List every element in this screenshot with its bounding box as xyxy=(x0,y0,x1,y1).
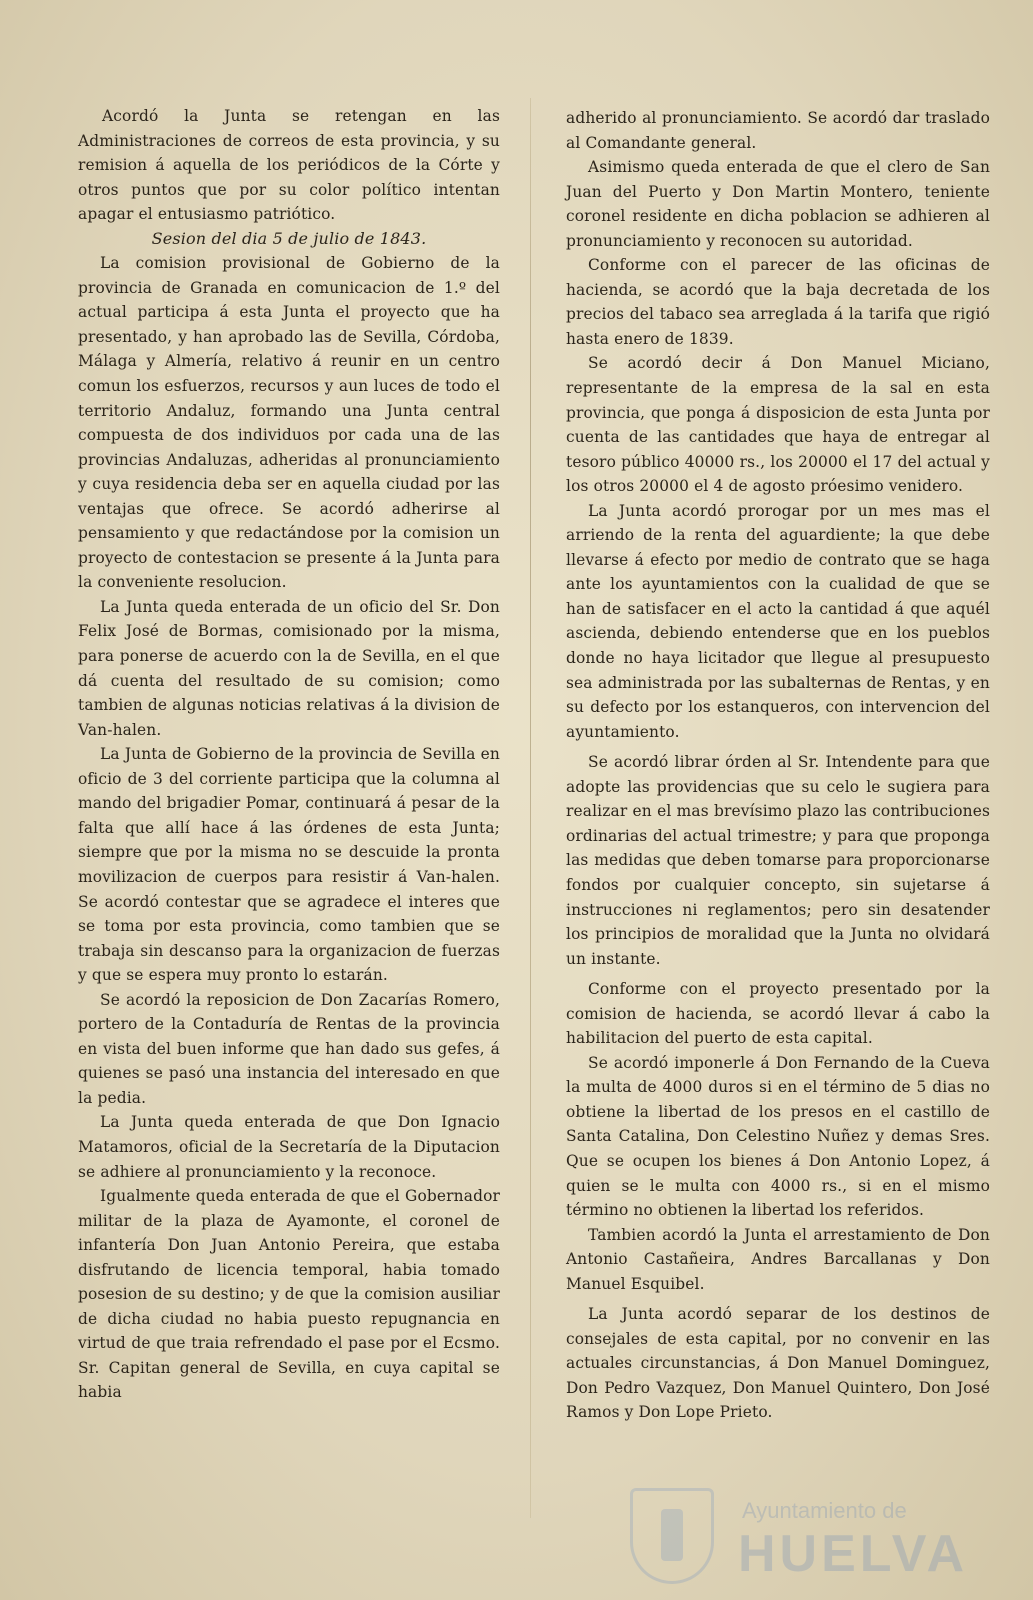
paragraph: Tambien acordó la Junta el arrestamiento de Don Antonio Castañeira, Andres Barcallanas y Don Manuel Esquibel. xyxy=(566,1225,990,1293)
paragraph: Se acordó la reposicion de Don Zacarías Romero, portero de la Contaduría de Rentas de la provincia en vista del buen informe que han dado sus gefes, á quienes se pasó una instancia del interesado en que la pedia. xyxy=(78,990,500,1107)
paragraph: La Junta de Gobierno de la provincia de Sevilla en oficio de 3 del corriente participa que la columna al mando del brigadier Pomar, continuará á pesar de la falta que allí hace á las órdenes de esta Junta; siempre que por la misma no se descuide la pronta movilizacion de cuerpos para resistir á Van-halen. Se acordó contestar que se agradece el interes que se toma por esta provincia, como tambien que se trabaja sin descanso para la organizacion de fuerzas y que se espera muy pronto lo estarán. xyxy=(78,745,500,985)
session-heading: Sesion del dia 5 de julio de 1843. xyxy=(151,228,427,248)
paragraph: Acordó la Junta se retengan en las Administraciones de correos de esta provincia, y su remision á aquella de los periódicos de la Córte y otros puntos que por su color político intentan apagar el entusiasmo patriótico. xyxy=(78,107,500,224)
paragraph: Asimismo queda enterada de que el clero de San Juan del Puerto y Don Martin Montero, teniente coronel residente en dicha poblacion se adhieren al pronunciamiento y reconocen su autoridad. xyxy=(566,158,990,250)
paragraph: La comision provisional de Gobierno de la provincia de Granada en comunicacion de 1.º del actual participa á esta Junta el proyecto que ha presentado, y han aprobado las de Sevilla, Córdoba, Málaga y Almería, relativo á reunir en un centro comun los esfuerzos, recursos y aun luces de todo el territorio Andaluz, formando una Junta central compuesta de dos individuos por cada una de las provincias Andaluzas, adheridas al pronunciamiento y cuya residencia deba ser en aquella ciudad por las ventajas que ofrece. Se acordó adherirse al pensamiento y que redactándose por la comision un proyecto de contestacion se presente á la Junta para la conveniente resolucion. xyxy=(78,254,500,592)
column-divider xyxy=(530,98,531,1518)
paragraph: Se acordó decir á Don Manuel Miciano, representante de la empresa de la sal en esta provincia, que ponga á disposicion de esta Junta por cuenta de las cantidades que haya de entregar al tesoro público 40000 rs., los 20000 el 17 del actual y los otros 20000 el 4 de agosto próesimo venidero. xyxy=(566,354,990,496)
paragraph: La Junta queda enterada de que Don Ignacio Matamoros, oficial de la Secretaría de la Diputacion se adhiere al pronunciamiento y la reconoce. xyxy=(78,1113,500,1181)
paragraph: La Junta acordó prorogar por un mes mas el arriendo de la renta del aguardiente; la que debe llevarse á efecto por medio de contrato que se haga ante los ayuntamientos con la cualidad de que se han de satisfacer en el acto la cantidad á que aquél ascienda, debiendo entenderse que en los pueblos donde no haya licitador que llegue al presupuesto sea administrada por las subalternas de Rentas, y en su defecto por los estanqueros, con intervencion del ayuntamiento. xyxy=(566,501,990,741)
watermark-line1: Ayuntamiento de xyxy=(742,1498,907,1523)
paragraph: La Junta queda enterada de un oficio del Sr. Don Felix José de Bormas, comisionado por la misma, para ponerse de acuerdo con la de Sevilla, en el que dá cuenta del resultado de su comision; como tambien de algunas noticias relativas á la division de Van-halen. xyxy=(78,597,500,739)
left-column xyxy=(78,104,500,1405)
watermark-line2: HUELVA xyxy=(738,1525,969,1583)
watermark xyxy=(630,1488,970,1588)
paragraph: Igualmente queda enterada de que el Gobernador militar de la plaza de Ayamonte, el coronel de infantería Don Juan Antonio Pereira, que estaba disfrutando de licencia temporal, habia tomado posesion de su destino; y de que la comision ausiliar de dicha ciudad no habia puesto repugnancia en virtud de que traia refrendado el pase por el Ecsmo. Sr. Capitan general de Sevilla, en cuya capital se habia xyxy=(78,1187,500,1402)
paragraph: Conforme con el parecer de las oficinas de hacienda, se acordó que la baja decretada de los precios del tabaco sea arreglada á la tarifa que rigió hasta enero de 1839. xyxy=(566,256,990,348)
paragraph: Se acordó imponerle á Don Fernando de la Cueva la multa de 4000 duros si en el término de 5 dias no obtiene la libertad de los presos en el castillo de Santa Catalina, Don Celestino Nuñez y demas Sres. Que se ocupen los bienes á Don Antonio Lopez, á quien se le multa con 4000 rs., si en el mismo término no obtienen la libertad los referidos. xyxy=(566,1053,990,1220)
right-column xyxy=(566,106,990,1425)
paragraph: adherido al pronunciamiento. Se acordó dar traslado al Comandante general. xyxy=(566,109,990,152)
shield-icon xyxy=(630,1488,714,1584)
paragraph: La Junta acordó separar de los destinos de consejales de esta capital, por no convenir en las actuales circunstancias, á Don Manuel Dominguez, Don Pedro Vazquez, Don Manuel Quintero, Don José Ramos y Don Lope Prieto. xyxy=(566,1305,990,1422)
paragraph: Se acordó librar órden al Sr. Intendente para que adopte las providencias que su celo le sugiera para realizar en el mas brevísimo plazo las contribuciones ordinarias del actual trimestre; y para que proponga las medidas que deben tomarse para proporcionarse fondos por cualquier concepto, sin sujetarse á instrucciones ni reglamentos; pero sin desatender los principios de moralidad que la Junta no olvidará un instante. xyxy=(566,753,990,968)
paragraph: Conforme con el proyecto presentado por la comision de hacienda, se acordó llevar á cabo la habilitacion del puerto de esta capital. xyxy=(566,980,990,1048)
